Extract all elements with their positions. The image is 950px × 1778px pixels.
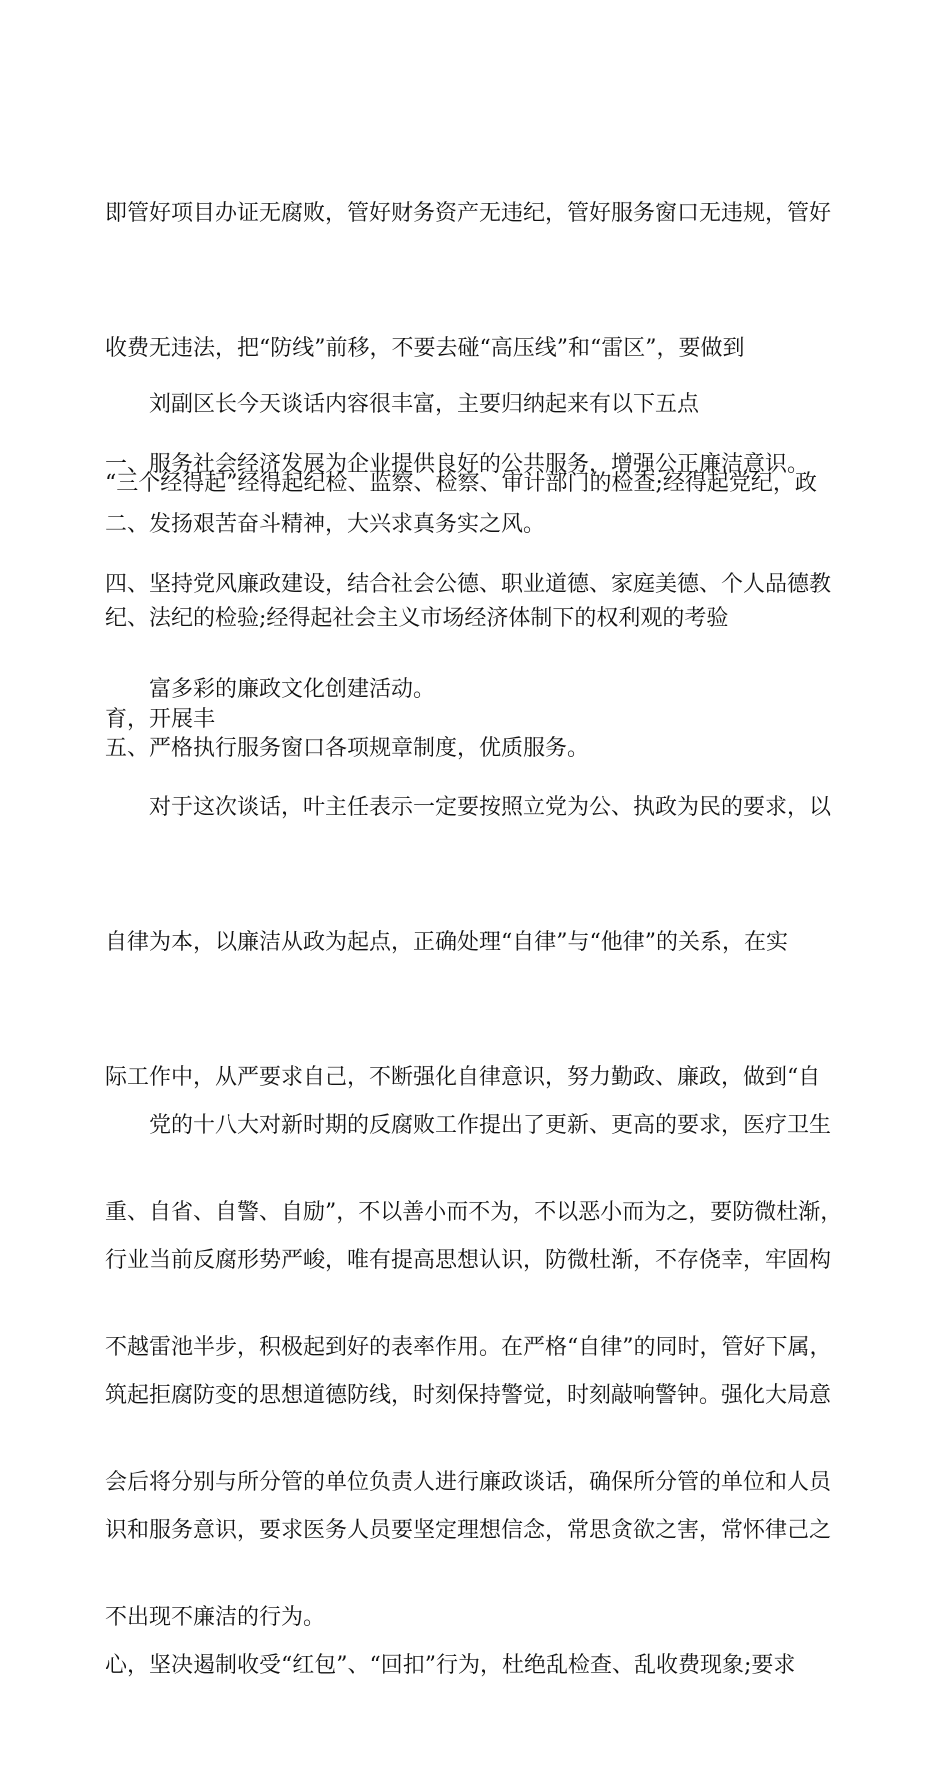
- paragraph-line: 心，坚决遏制收受“红包”、“回扣”行为，杜绝乱检查、乱收费现象;要求: [105, 1653, 796, 1678]
- paragraph-line: 行业当前反腐形势严峻，唯有提高思想认识，防微杜渐，不存侥幸，牢固构: [105, 1248, 832, 1273]
- paragraph-line: 收费无违法，把“防线”前移，不要去碰“高压线”和“雷区”，要做到: [105, 336, 745, 361]
- paragraph-line: 不越雷池半步，积极起到好的表率作用。在严格“自律”的同时，管好下属，: [105, 1335, 832, 1360]
- paragraph-line: 一、服务社会经济发展为企业提供良好的公共服务，增强公正廉洁意识。: [105, 452, 810, 477]
- paragraph-line: 识和服务意识，要求医务人员要坚定理想信念，常思贪欲之害，常怀律己之: [105, 1518, 832, 1543]
- paragraph-line: 富多彩的廉政文化创建活动。: [149, 677, 436, 702]
- paragraph-4: [105, 1013, 850, 1778]
- paragraph-line: 会后将分别与所分管的单位负责人进行廉政谈话，确保所分管的单位和人员: [105, 1470, 832, 1495]
- paragraph-line: 重、自省、自警、自励”，不以善小而不为，不以恶小而为之，要防微杜渐，: [105, 1200, 843, 1225]
- paragraph-line: 五、严格执行服务窗口各项规章制度，优质服务。: [105, 736, 590, 761]
- paragraph-line: 二、发扬艰苦奋斗精神，大兴求真务实之风。: [105, 512, 546, 537]
- paragraph-line: 纪、法纪的检验;经得起社会主义市场经济体制下的权利观的考验: [105, 606, 729, 631]
- paragraph-line: 际工作中，从严要求自己，不断强化自律意识，努力勤政、廉政，做到“自: [105, 1065, 821, 1090]
- paragraph-line: “三个经得起”经得起纪检、监察、检察、审计部门的检查;经得起党纪，政: [105, 471, 817, 496]
- paragraph-line: 即管好项目办证无腐败，管好财务资产无违纪，管好服务窗口无违规，管好: [105, 201, 832, 226]
- paragraph-line: 对于这次谈话，叶主任表示一定要按照立党为公、执政为民的要求，以: [149, 795, 832, 820]
- paragraph-line: 不出现不廉洁的行为。: [105, 1605, 326, 1630]
- paragraph-line: 党的十八大对新时期的反腐败工作提出了更新、更高的要求，医疗卫生: [149, 1113, 832, 1138]
- paragraph-line: 自律为本，以廉洁从政为起点，正确处理“自律”与“他律”的关系，在实: [105, 930, 788, 955]
- paragraph-line: 筑起拒腐防变的思想道德防线，时刻保持警觉，时刻敲响警钟。强化大局意: [105, 1383, 832, 1408]
- paragraph-line: 育，开展丰: [105, 707, 216, 732]
- paragraph-line: 刘副区长今天谈话内容很丰富，主要归纳起来有以下五点: [149, 392, 700, 417]
- paragraph-line: 四、坚持党风廉政建设，结合社会公德、职业道德、家庭美德、个人品德教: [105, 572, 832, 597]
